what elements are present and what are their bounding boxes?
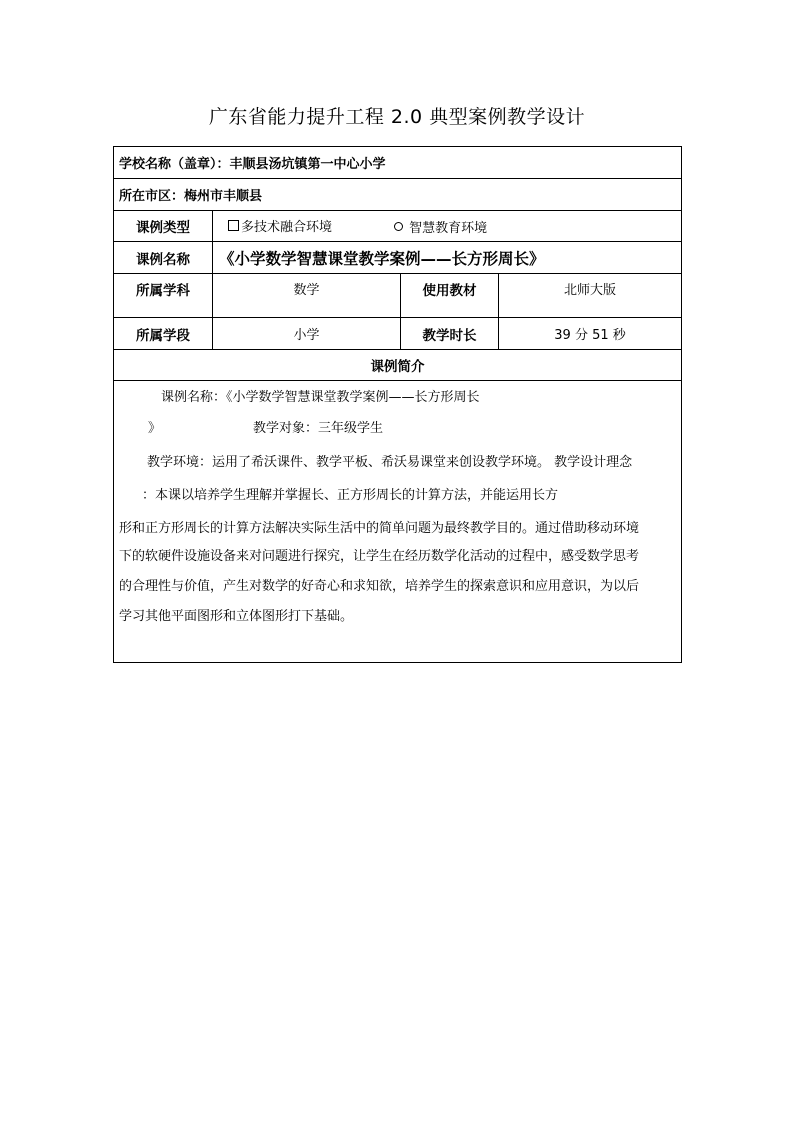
area-value: 梅州市丰顺县 bbox=[184, 189, 263, 204]
option-smart-edu[interactable] bbox=[394, 217, 487, 236]
intro-content-row bbox=[114, 381, 682, 663]
intro-line-8: 学习其他平面图形和立体图形打下基础。 bbox=[119, 609, 354, 624]
stage-label: 所属学段 bbox=[114, 318, 213, 350]
intro-header: 课例简介 bbox=[114, 350, 682, 381]
case-type-options bbox=[213, 211, 682, 242]
subject-value: 数学 bbox=[213, 274, 401, 318]
area-cell bbox=[114, 179, 682, 211]
stage-row bbox=[114, 318, 682, 350]
intro-line-5: 形和正方形周长的计算方法解决实际生活中的简单问题为最终教学目的。通过借助移动环境 bbox=[119, 521, 640, 536]
document-title: 广东省能力提升工程 2.0 典型案例教学设计 bbox=[208, 106, 586, 128]
option-smart-edu-label: 智慧教育环境 bbox=[409, 221, 488, 236]
school-cell bbox=[114, 147, 682, 179]
duration-label: 教学时长 bbox=[401, 318, 499, 350]
case-info-table bbox=[113, 146, 682, 663]
intro-line-2a: 》 bbox=[148, 421, 162, 436]
intro-line-4: ：本课以培养学生理解并掌握长、正方形周长的计算方法，并能运用长方 bbox=[142, 488, 559, 503]
area-row bbox=[114, 179, 682, 211]
textbook-label: 使用教材 bbox=[401, 274, 499, 318]
option-multi-tech[interactable] bbox=[228, 216, 332, 235]
case-name-value: 《小学数学智慧课堂教学案例——长方形周长》 bbox=[213, 242, 682, 274]
intro-line-2b: 教学对象：三年级学生 bbox=[253, 421, 384, 436]
intro-line-6: 下的软硬件设施设备来对问题进行探究，让学生在经历数学化活动的过程中，感受数学思考 bbox=[119, 549, 640, 564]
option-multi-tech-label: 多技术融合环境 bbox=[241, 220, 333, 235]
textbook-value: 北师大版 bbox=[499, 274, 682, 318]
subject-row bbox=[114, 274, 682, 318]
school-value: 丰顺县汤坑镇第一中心小学 bbox=[229, 157, 386, 172]
radio-circle-icon bbox=[394, 222, 403, 231]
area-label: 所在市区： bbox=[119, 189, 185, 204]
intro-line-7: 的合理性与价值，产生对数学的好奇心和求知欲，培养学生的探索意识和应用意识，为以后 bbox=[119, 579, 640, 594]
case-type-row bbox=[114, 211, 682, 242]
school-row bbox=[114, 147, 682, 179]
duration-value: 39 分 51 秒 bbox=[499, 318, 682, 350]
subject-label: 所属学科 bbox=[114, 274, 213, 318]
case-name-label: 课例名称 bbox=[114, 242, 213, 274]
checkbox-icon bbox=[228, 220, 239, 231]
case-type-label: 课例类型 bbox=[114, 211, 213, 242]
stage-value: 小学 bbox=[213, 318, 401, 350]
case-name-row bbox=[114, 242, 682, 274]
intro-content bbox=[114, 381, 681, 662]
intro-header-row bbox=[114, 350, 682, 381]
intro-line-3: 教学环境：运用了希沃课件、教学平板、希沃易课堂来创设教学环境。 教学设计理念 bbox=[147, 455, 633, 470]
intro-content-cell bbox=[114, 381, 682, 663]
school-label: 学校名称（盖章）： bbox=[119, 157, 230, 172]
intro-line-1: 课例名称：《小学数学智慧课堂教学案例——长方形周长 bbox=[161, 390, 480, 405]
